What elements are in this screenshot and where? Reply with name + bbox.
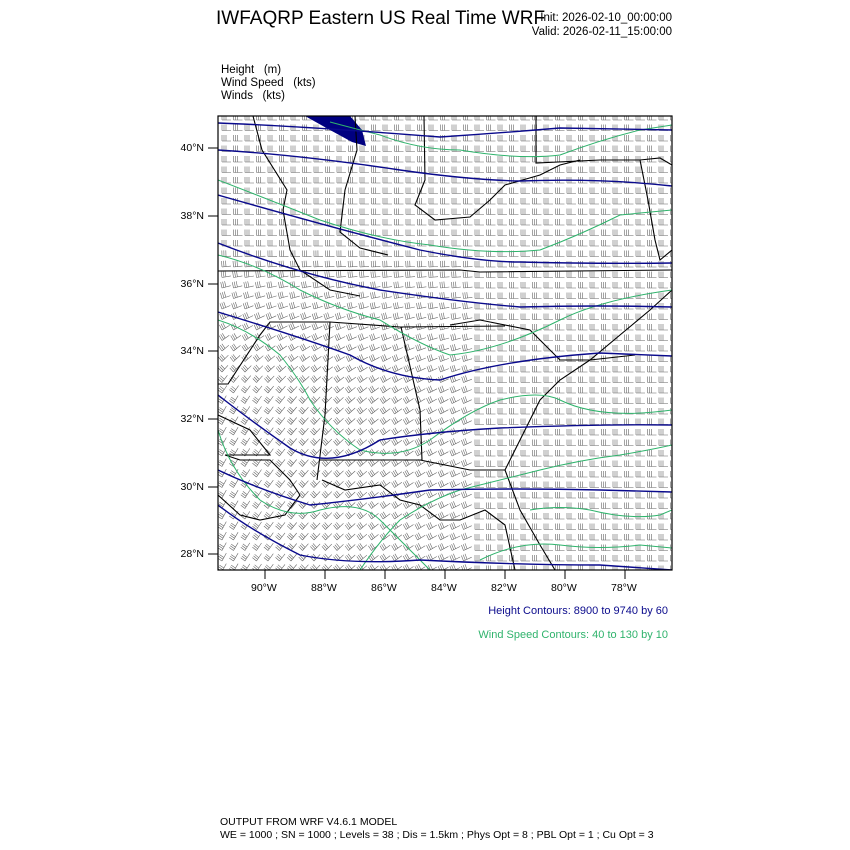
plot-title: IWFAQRP Eastern US Real Time WRF xyxy=(216,8,546,29)
lon-label: 88°W xyxy=(311,582,337,594)
wind-speed-contour-legend: Wind Speed Contours: 40 to 130 by 10 xyxy=(478,629,668,641)
axis-ticks xyxy=(208,148,625,579)
lat-label: 34°N xyxy=(180,345,204,357)
state-borders xyxy=(218,116,672,570)
lat-label: 38°N xyxy=(180,210,204,222)
height-contour-legend: Height Contours: 8900 to 9740 by 60 xyxy=(488,605,668,617)
init-time: Init: 2026-02-10_00:00:00 xyxy=(540,12,672,24)
lon-label: 80°W xyxy=(551,582,577,594)
field-unit: (kts) xyxy=(293,77,316,89)
lat-label: 36°N xyxy=(180,278,204,290)
lat-label: 28°N xyxy=(180,548,204,560)
model-info: OUTPUT FROM WRF V4.6.1 MODEL xyxy=(220,816,398,828)
valid-time: Valid: 2026-02-11_15:00:00 xyxy=(531,26,672,38)
lon-label: 90°W xyxy=(251,582,277,594)
field-name: Wind Speed xyxy=(221,77,284,89)
field-name: Winds xyxy=(221,90,253,102)
field-unit: (kts) xyxy=(262,90,285,102)
lon-label: 82°W xyxy=(491,582,517,594)
lon-label: 86°W xyxy=(371,582,397,594)
lat-label: 40°N xyxy=(180,142,204,154)
field-unit: (m) xyxy=(263,64,282,76)
lat-label: 30°N xyxy=(180,481,204,493)
lon-label: 78°W xyxy=(611,582,637,594)
lat-label: 32°N xyxy=(180,413,204,425)
model-config: WE = 1000 ; SN = 1000 ; Levels = 38 ; Dis = 1.5km ; Phys Opt = 8 ; PBL Opt = 1 ; Cu Opt = 3 xyxy=(220,829,654,841)
lon-label: 84°W xyxy=(431,582,457,594)
field-name: Height xyxy=(221,64,255,76)
map-frame xyxy=(218,116,672,570)
